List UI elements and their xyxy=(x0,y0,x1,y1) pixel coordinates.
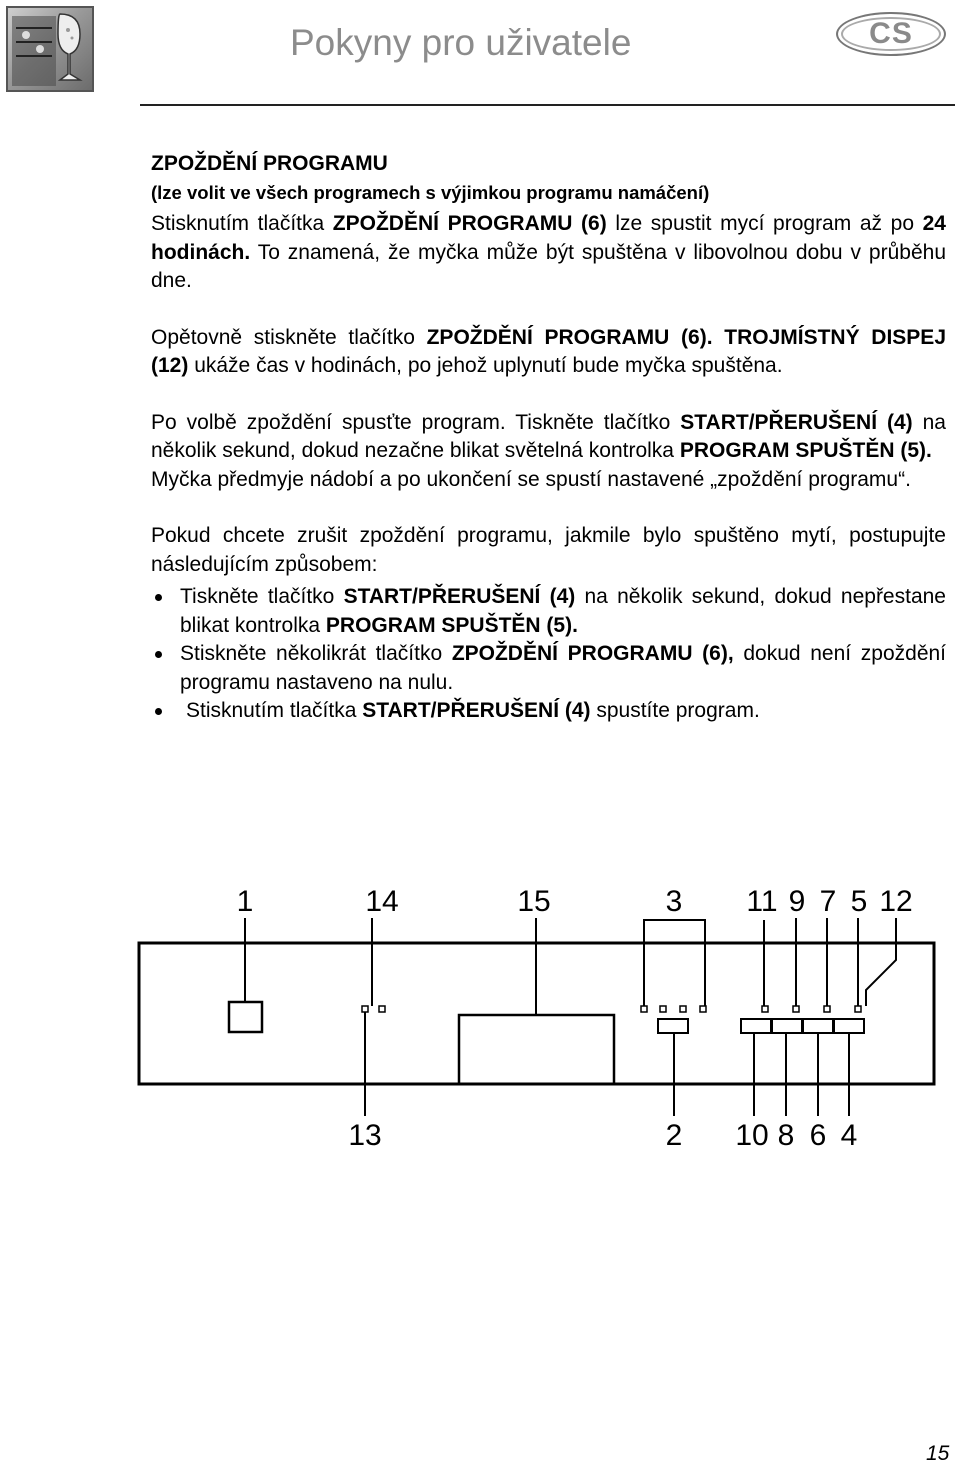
indicator-light xyxy=(680,1006,686,1012)
page-number: 15 xyxy=(926,1442,950,1465)
p1-text-3: To znamená, že myčka může být spuštěna v libovolnou dobu v průběhu dne. xyxy=(151,240,946,292)
indicator-light xyxy=(362,1006,368,1012)
callout-label: 9 xyxy=(788,885,806,918)
indicator-light xyxy=(660,1006,666,1012)
section-subtitle: (lze volit ve všech programech s výjimkou programu namáčení) xyxy=(151,181,710,203)
p2-text-1: Opětovně stiskněte tlačítko xyxy=(151,325,427,349)
callout-label: 12 xyxy=(879,885,913,918)
p3-bold-1: START/PŘERUŠENÍ (4) xyxy=(680,410,913,434)
indicator-light xyxy=(762,1006,768,1012)
bullet-bold-1: START/PŘERUŠENÍ (4) xyxy=(343,585,576,608)
panel-frame xyxy=(139,943,934,1084)
indicator-light xyxy=(855,1006,861,1012)
list-item xyxy=(151,697,946,726)
indicator-light xyxy=(824,1006,830,1012)
bullet-text-2: dokud není zpoždění programu nastaveno na nulu. xyxy=(180,642,947,694)
page-header-title: Pokyny pro uživatele xyxy=(290,22,632,63)
start-pause-button xyxy=(834,1019,864,1033)
p2-bold-1: ZPOŽDĚNÍ PROGRAMU (6). TROJMÍSTNÝ DISPEJ (12) xyxy=(151,325,946,377)
callout-label: 10 xyxy=(735,1119,769,1152)
p3-bold-2: PROGRAM SPUŠTĚN (5). xyxy=(679,439,932,462)
p3-text-2: na několik sekund, dokud nezačne blikat světelná kontrolka xyxy=(151,410,946,462)
callout-label: 7 xyxy=(819,885,837,918)
bullet-icon xyxy=(155,651,162,658)
callout-label: 8 xyxy=(777,1119,795,1152)
logo-art xyxy=(8,8,92,90)
list-item xyxy=(151,640,946,697)
paragraph-3 xyxy=(151,409,946,466)
cancel-steps-list xyxy=(151,583,946,726)
top-leader-lines xyxy=(245,918,896,1015)
callout-label: 11 xyxy=(746,885,778,918)
option-button xyxy=(772,1019,802,1033)
callout-label: 3 xyxy=(665,885,683,918)
main-switch-button xyxy=(229,1002,262,1032)
bullet-bold-1: ZPOŽDĚNÍ PROGRAMU (6), xyxy=(451,642,734,665)
list-item xyxy=(151,583,946,640)
indicator-light xyxy=(700,1006,706,1012)
document-body xyxy=(151,150,946,726)
indicator-light xyxy=(641,1006,647,1012)
callout-label: 5 xyxy=(850,885,868,918)
option-button xyxy=(741,1019,771,1033)
bullet-text-1: Tiskněte tlačítko xyxy=(180,585,344,608)
bullet-bold-1: START/PŘERUŠENÍ (4) xyxy=(362,699,591,722)
p3-text-1: Po volbě zpoždění spusťte program. Tiskněte tlačítko xyxy=(151,410,681,434)
callout-label: 2 xyxy=(665,1119,683,1152)
callout-label: 15 xyxy=(517,885,551,918)
callout-label: 4 xyxy=(840,1119,858,1152)
display-window xyxy=(459,1015,614,1084)
section-title: ZPOŽDĚNÍ PROGRAMU xyxy=(151,152,388,175)
language-badge-label: CS xyxy=(869,17,913,50)
program-button xyxy=(658,1019,688,1033)
paragraph-1 xyxy=(151,210,946,296)
dishwasher-glass-icon xyxy=(6,6,94,92)
bullet-text-2: na několik sekund, dokud nepřestane blikat kontrolka xyxy=(180,585,946,637)
bullet-bold-2: PROGRAM SPUŠTĚN (5). xyxy=(325,613,578,637)
paragraph-2 xyxy=(151,324,946,381)
paragraph-4: Myčka předmyje nádobí a po ukončení se spustí nastavené „zpoždění programu“. xyxy=(151,467,911,491)
callout-label: 6 xyxy=(809,1119,827,1152)
indicator-light xyxy=(379,1006,385,1012)
callout-label: 14 xyxy=(365,885,399,918)
delay-button xyxy=(803,1019,833,1033)
bottom-leader-lines xyxy=(365,1012,849,1116)
bullet-text-2: spustíte program. xyxy=(590,699,760,722)
bullet-text-1: Stiskněte několikrát tlačítko xyxy=(180,642,452,665)
bullet-text-1: Stisknutím tlačítka xyxy=(186,699,363,722)
bullet-icon xyxy=(155,708,162,715)
p1-bold-1: ZPOŽDĚNÍ PROGRAMU (6) xyxy=(332,212,607,235)
p1-bold-2: 24 hodinách. xyxy=(151,212,946,264)
bullet-icon xyxy=(155,594,162,601)
language-badge xyxy=(836,12,946,56)
p1-text-2: lze spustit mycí program až po xyxy=(606,212,923,235)
p1-text-1: Stisknutím tlačítka xyxy=(151,212,333,235)
indicator-light xyxy=(793,1006,799,1012)
callout-label: 1 xyxy=(236,885,254,918)
callout-label: 13 xyxy=(348,1119,382,1152)
header-divider xyxy=(140,104,955,106)
p2-text-2: ukáže čas v hodinách, po jehož uplynutí bude myčka spuštěna. xyxy=(188,354,783,377)
paragraph-5: Pokud chcete zrušit zpoždění programu, jakmile bylo spuštěno mytí, postupujte následujícím způsobem: xyxy=(151,524,946,576)
